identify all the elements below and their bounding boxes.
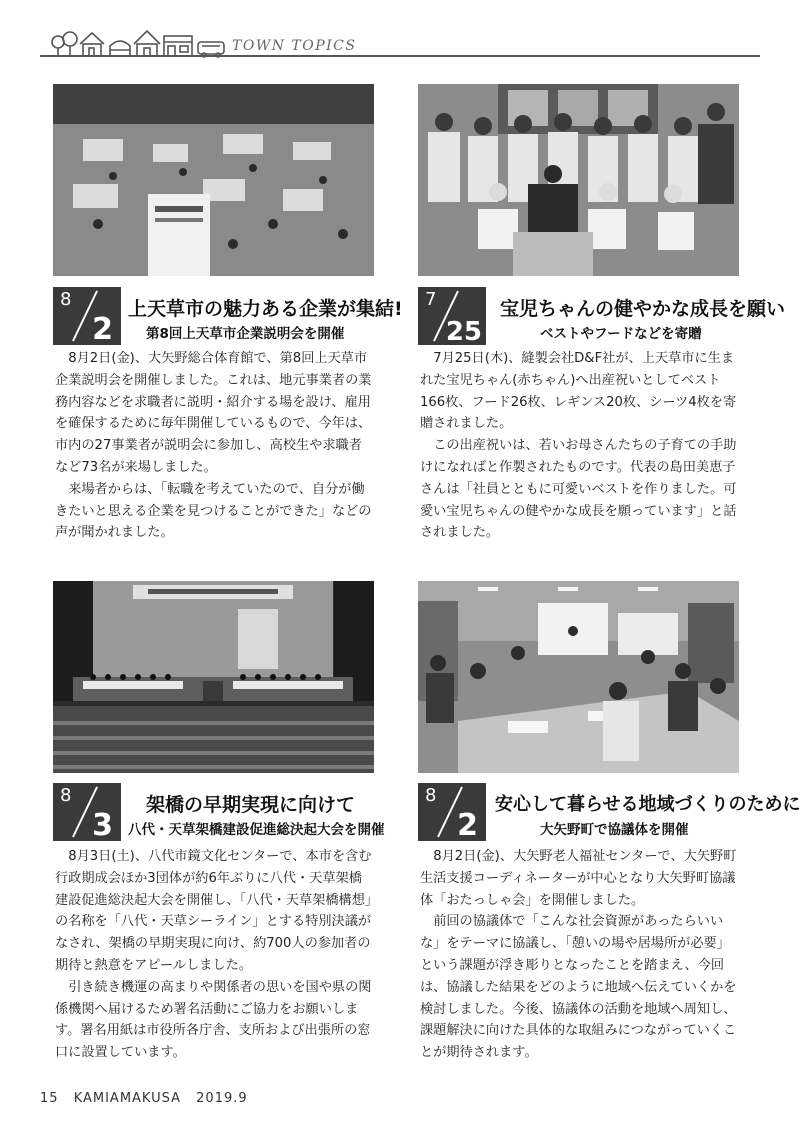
article-paragraph: 8月2日(金)、大矢野総合体育館で、第8回上天草市企業説明会を開催しました。これは、地元事業者の業務内容などを求職者に説明・紹介する場を設け、雇用を確保するために毎年開催しているもので、今年は、市内の27事業者が説明会に参加し、高校生や求職者など73名が来場しました。 <box>55 351 372 475</box>
header-rule <box>40 55 760 57</box>
donation-group-photo <box>418 84 739 276</box>
article-body <box>55 846 375 1064</box>
date-badge <box>53 783 121 841</box>
barn-icon <box>110 41 130 56</box>
date-badge <box>418 287 486 345</box>
job-fair-hall-photo <box>53 84 374 276</box>
article-subtitle: 八代・天草架橋建設促進総決起大会を開催 <box>128 822 385 838</box>
article-body <box>55 348 375 544</box>
date-month: 7 <box>425 289 437 310</box>
article-paragraph: 前回の協議体で「こんな社会資源があったらいいな」をテーマに協議し、「憩いの場や居場所が必要」という課題が浮き彫りとなったことを踏まえ、今回は、協議した結果をどのように地域へ伝えていくかを検討しました。今後、協議体の活動を地域へ周知し、課題解決に向けた具体的な取組みにつながっていくことが期待されます。 <box>420 914 737 1061</box>
date-month: 8 <box>60 785 72 806</box>
section-title: TOWN TOPICS <box>232 38 357 54</box>
article-title: 宝児ちゃんの健やかな成長を願い <box>500 298 786 320</box>
article-paragraph: 来場者からは、「転職を考えていたので、自分が働きたいと思える企業を見つけることができた」などの声が聞かれました。 <box>55 481 372 541</box>
page-footer <box>40 1091 258 1106</box>
article-subtitle: 第8回上天草市企業説明会を開催 <box>146 326 345 342</box>
house-icon <box>134 31 160 56</box>
article-paragraph: この出産祝いは、若いお母さんたちの子育ての手助けになればと作製されたものです。代表の島田美恵子さんは「社員とともに可愛いベストを作りました。可愛い宝児ちゃんの健やかな成長を願っています」と話されました。 <box>420 438 737 541</box>
page-number: 15 <box>40 1091 59 1106</box>
article-body <box>420 846 740 1064</box>
article-paragraph: 引き続き機運の高まりや関係者の思いを国や県の関係機関へ届けるため署名活動にご協力をお願いします。署名用紙は市役所各庁舎、支所および出張所の窓口に設置しています。 <box>55 979 372 1061</box>
date-month: 8 <box>60 289 72 310</box>
article-subtitle: 大矢野町で協議体を開催 <box>540 822 689 838</box>
date-day: 2 <box>92 312 113 345</box>
article-body <box>420 348 740 544</box>
article-subtitle: ベストやフードなどを寄贈 <box>540 326 702 342</box>
article-title: 上天草市の魅力ある企業が集結! <box>128 298 403 320</box>
date-month: 8 <box>425 785 437 806</box>
date-day: 3 <box>92 808 113 841</box>
shop-icon <box>164 36 192 56</box>
date-day: 2 <box>457 808 478 841</box>
page-header <box>0 0 800 62</box>
date-badge <box>53 287 121 345</box>
issue-date: 2019.9 <box>196 1091 248 1106</box>
magazine-name: KAMIAMAKUSA <box>73 1091 182 1106</box>
date-day: 25 <box>445 317 482 345</box>
article-paragraph: 7月25日(木)、縫製会社D&F社が、上天草市に生まれた宝児ちゃん(赤ちゃん)へ出産祝いとしてベスト166枚、フード26枚、レギンス20枚、シーツ4枚を寄贈されました。 <box>420 351 737 432</box>
article-paragraph: 8月3日(土)、八代市鏡文化センターで、本市を含む行政期成会ほか3団体が約6年ぶりに八代・天草架橋建設促進総決起大会を開催し、「八代・天草架橋構想」の名称を「八代・天草シーライン」とする特別決議がなされ、架橋の早期実現に向け、約700人の参加者の期待と熱意をアピールしました。 <box>55 849 372 973</box>
date-badge <box>418 783 486 841</box>
article-title: 架橋の早期実現に向けて <box>146 794 356 816</box>
house-icon <box>80 33 104 56</box>
town-icons <box>50 28 230 58</box>
rally-stage-photo <box>53 581 374 773</box>
article-paragraph: 8月2日(金)、大矢野老人福祉センターで、大矢野町生活支援コーディネーターが中心となり大矢野町協議体「おたっしゃ会」を開催しました。 <box>420 849 737 908</box>
community-meeting-photo <box>418 581 739 773</box>
tree-icon <box>52 32 77 56</box>
article-title: 安心して暮らせる地域づくりのために <box>495 794 800 815</box>
